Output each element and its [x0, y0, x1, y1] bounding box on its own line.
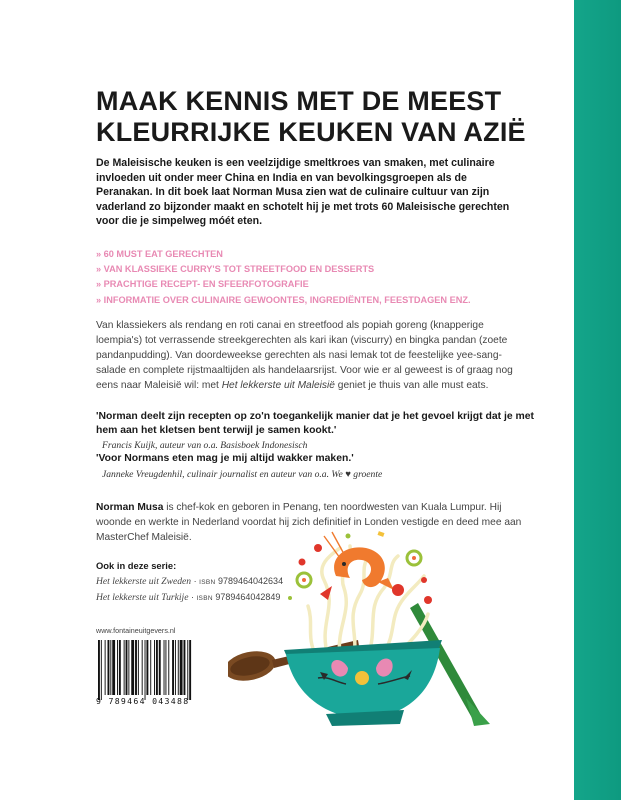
barcode-bar — [150, 640, 151, 695]
feature-list — [96, 247, 536, 308]
author-bio-text: is chef-kok en geboren in Penang, ten noordwesten van Kuala Lumpur. Hij woonde en werkte in Nederland voordat hij zich definitief in Londen vestigde en deed mee aan MasterChef Maleisië. — [96, 502, 522, 543]
isbn-number: 9789464042849 — [215, 592, 281, 602]
series-title: Ook in deze serie: — [96, 560, 177, 571]
barcode-bar — [187, 640, 188, 700]
intro-paragraph: De Maleisische keuken is een veelzijdige smeltkroes van smaken, met culinaire invloeden uit onder meer China en India en van bevolkingsgroepen als de Peranakan. In dit boek laat Norman Musa zien wat de culinaire cultuur van zijn vaderland zo bijzonder maakt en schotelt hij je met trots 60 Maleisische gerechten voor die je simpelweg móét eten. — [96, 157, 510, 228]
quote-text: 'Voor Normans eten mag je mij altijd wakker maken.' — [96, 453, 354, 464]
isbn-label: ISBN — [196, 595, 213, 602]
barcode-bar — [145, 640, 146, 700]
barcode-bar — [101, 640, 102, 700]
noodle-bowl-illustration — [228, 528, 508, 728]
barcode-bar — [131, 640, 134, 695]
barcode-bar — [165, 640, 166, 695]
barcode-bar — [164, 640, 165, 695]
headline-line1: MAAK KENNIS MET DE MEEST — [96, 86, 502, 116]
barcode-number: 9 789464 043488 — [96, 696, 190, 706]
headline — [96, 86, 556, 148]
barcode-bar — [184, 640, 186, 695]
feature-item: » PRACHTIGE RECEPT- EN SFEERFOTOGRAFIE — [96, 279, 309, 290]
series-book-name: Het lekkerste uit Turkije — [96, 592, 189, 603]
barcode-bar — [119, 640, 121, 695]
quote-attribution — [102, 468, 536, 481]
description-text-end: geniet je thuis van alle must eats. — [334, 380, 489, 391]
series-item: Het lekkerste uit Turkije · ISBN 9789464042849 — [96, 592, 281, 603]
barcode-bar — [138, 640, 139, 695]
series-book-name: Het lekkerste uit Zweden — [96, 576, 192, 587]
barcode-bar — [156, 640, 158, 695]
barcode-bar — [178, 640, 179, 695]
barcode-bar — [110, 640, 111, 695]
barcode-bar — [117, 640, 118, 695]
series-item: Het lekkerste uit Zweden · ISBN 9789464042634 — [96, 576, 284, 587]
barcode-bar — [108, 640, 110, 695]
isbn-label: ISBN — [199, 579, 216, 586]
heart-icon: ♥ — [345, 468, 351, 480]
barcode-bar — [135, 640, 137, 695]
barcode-bar — [105, 640, 106, 695]
bowl-icon — [284, 640, 442, 726]
review-quote — [96, 410, 536, 452]
feature-item: » VAN KLASSIEKE CURRY'S TOT STREETFOOD EN DESSERTS — [96, 264, 375, 275]
quote-attribution: Francis Kuijk, auteur van o.a. Basisboek Indonesisch — [102, 440, 308, 452]
headline-line2: KLEURRIJKE KEUKEN VAN AZIË — [96, 117, 526, 147]
publisher-website: www.fontaineuitgevers.nl — [96, 626, 176, 635]
feature-item: » INFORMATIE OVER CULINAIRE GEWOONTES, INGREDIËNTEN, FEESTDAGEN ENZ. — [96, 294, 471, 305]
barcode-bar — [128, 640, 129, 695]
description-paragraph — [96, 318, 526, 393]
barcode-bar — [98, 640, 100, 700]
book-title: Het lekkerste uit Maleisië — [221, 380, 335, 391]
barcode-bar — [189, 640, 191, 700]
barcode-bar — [180, 640, 183, 695]
attribution-text-end: groente — [350, 468, 383, 480]
barcode-bar — [159, 640, 161, 695]
feature-item: » 60 MUST EAT GERECHTEN — [96, 249, 223, 259]
author-name: Norman Musa — [96, 502, 164, 513]
description-text: Van klassiekers als rendang en roti canai en streetfood als popiah goreng (knapperige loempia's) tot verrassende streekgerechten als kari ikan (viscurry) en bingka pandan (zoete pandanpudding). Van doordeweekse gerechten als nasi lemak tot de feestelijke yee-sang-salade en complete rijstmaaltijden als handelaarsrijst. Voor wie er al geweest is of graag nog eens naar Maleisië wil: met — [96, 320, 513, 391]
barcode-bar — [142, 640, 143, 695]
barcode-bar — [175, 640, 176, 695]
barcode-bar — [126, 640, 128, 695]
quote-text: 'Norman deelt zijn recepten op zo'n toegankelijk manier dat je het gevoel krijgt dat je met hem aan het kletsen bent terwijl je samen kookt.' — [96, 411, 534, 436]
barcode-bar — [172, 640, 174, 695]
attribution-text: Janneke Vreugdenhil, culinair journalist en auteur van o.a. We — [102, 468, 346, 480]
shrimp-icon — [324, 532, 394, 590]
barcode-bar — [154, 640, 155, 695]
book-spine — [574, 0, 621, 800]
barcode-bar — [146, 640, 148, 695]
barcode-bar — [168, 640, 169, 695]
barcode-bar — [124, 640, 125, 695]
review-quote — [96, 452, 536, 481]
isbn-number: 9789464042634 — [218, 576, 284, 586]
barcode-bar — [112, 640, 115, 695]
